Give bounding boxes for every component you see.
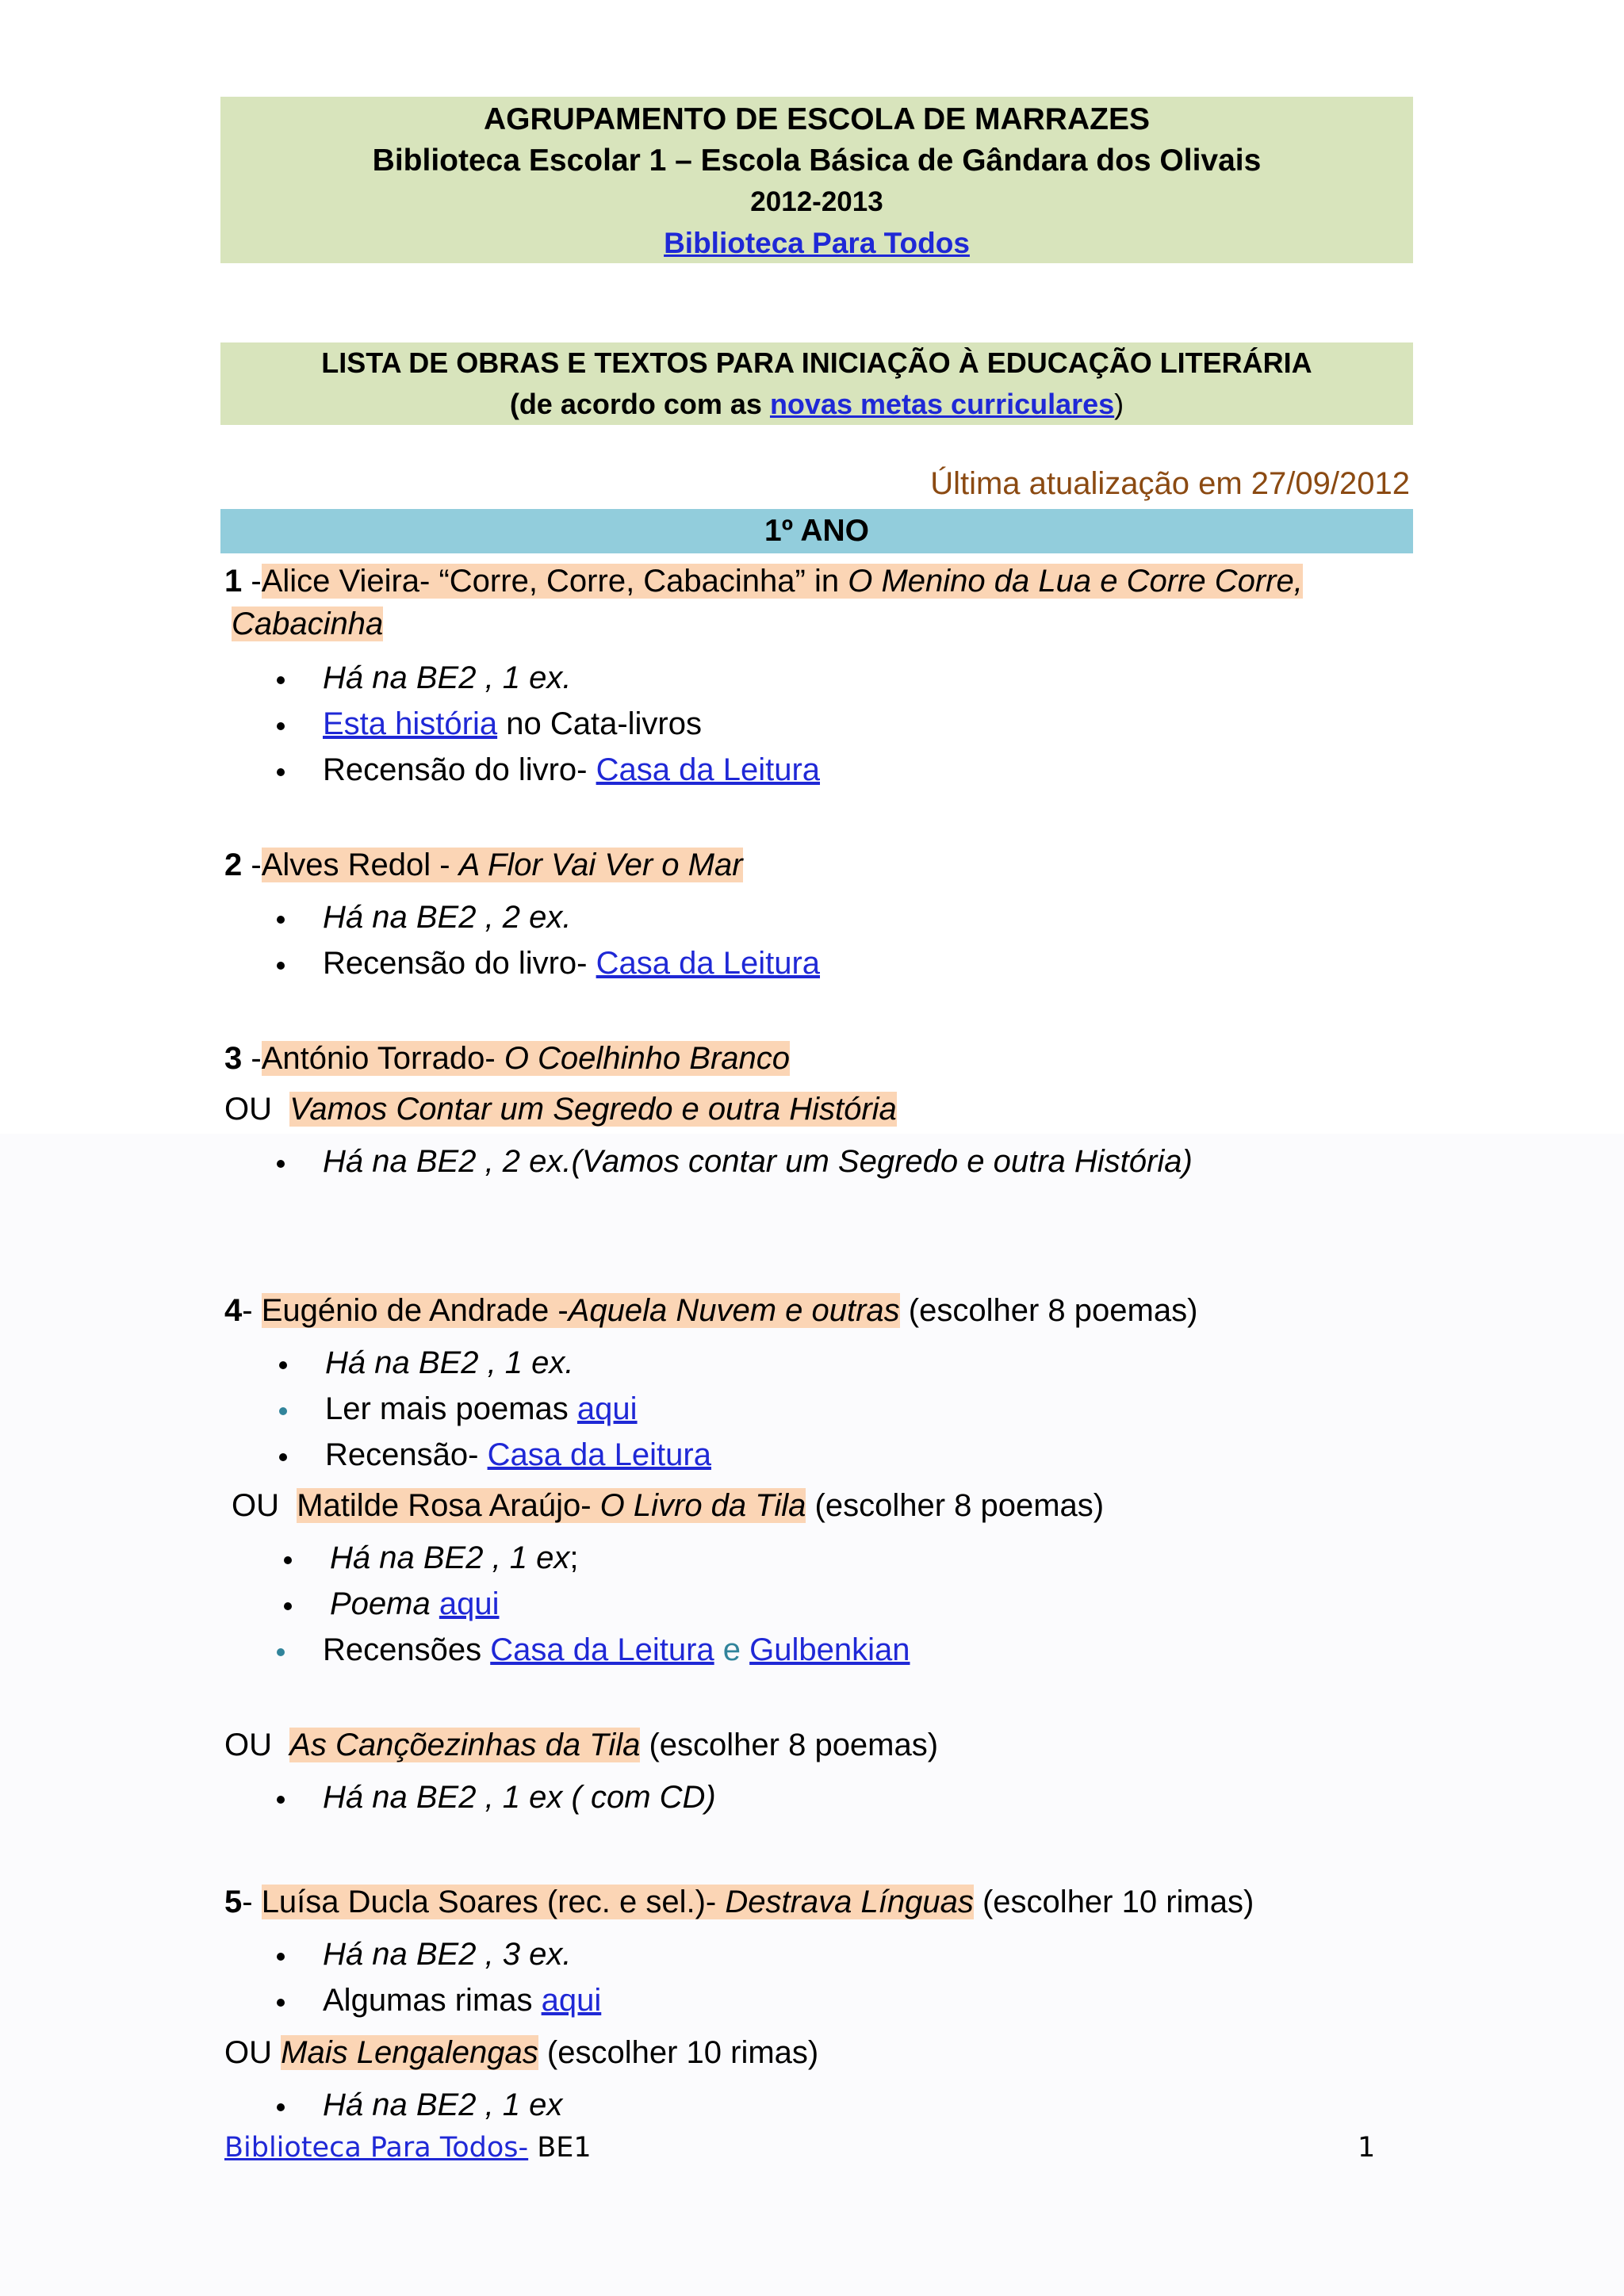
footer-link[interactable]: Biblioteca Para Todos- [224, 2132, 529, 2164]
item-2-heading [224, 844, 743, 886]
item-2-author: Alves Redol - [261, 848, 459, 882]
and-text: e [714, 1632, 750, 1667]
item-3-alt-title: Vamos Contar um Segredo e outra História [289, 1092, 897, 1127]
poem-label: Poema [330, 1586, 439, 1621]
bullet-icon [279, 1407, 287, 1415]
availability-text: Há na BE2 , 1 ex [330, 1540, 570, 1575]
item-5-rhymes [323, 1979, 601, 2022]
casa-da-leitura-link[interactable]: Casa da Leitura [596, 752, 821, 787]
bullet-icon [277, 1648, 285, 1656]
item-4-author: Eugénio de Andrade - [261, 1293, 569, 1328]
year-heading: 1º ANO [220, 509, 1413, 553]
item-number: 1 [224, 564, 243, 599]
item-3-alternative [224, 1088, 897, 1131]
item-number: 5 [224, 1885, 243, 1919]
item-5-heading [224, 1881, 1254, 1923]
page-number: 1 [1358, 2132, 1376, 2164]
item-4-alternative-2 [224, 1724, 938, 1766]
bullet-icon [277, 1160, 285, 1168]
item-separator: - [242, 848, 262, 882]
bullet-icon [277, 676, 285, 684]
item-5-author: Luísa Ducla Soares (rec. e sel.)- [261, 1885, 726, 1919]
item-separator: - [242, 1041, 262, 1076]
bullet-icon [277, 2103, 285, 2111]
aqui-link[interactable]: aqui [439, 1586, 500, 1621]
esta-historia-link[interactable]: Esta história [323, 706, 498, 741]
item-5-alt-title: Mais Lengalengas [281, 2035, 538, 2070]
item-2-review [323, 942, 820, 985]
rhymes-label: Algumas rimas [323, 1983, 542, 2018]
item-3-heading [224, 1037, 790, 1080]
aqui-link[interactable]: aqui [541, 1983, 602, 2018]
reviews-label: Recensões [323, 1632, 491, 1667]
item-number: 2 [224, 848, 243, 882]
bullet-icon [279, 1453, 287, 1461]
or-label: OU [224, 1728, 272, 1762]
more-poems-label: Ler mais poemas [325, 1391, 577, 1426]
item-5-alternative [224, 2031, 818, 2074]
item-1-author: Alice Vieira- “Corre, Corre, Cabacinha” in [261, 564, 848, 599]
item-number: 4 [224, 1293, 243, 1328]
item-4-alt2-title: As Cançõezinhas da Tila [289, 1728, 641, 1762]
item-4-alt2-note: (escolher 8 poemas) [640, 1728, 939, 1762]
item-4-more-poems [325, 1387, 638, 1430]
item-5-highlight [262, 1885, 974, 1919]
item-1-heading [224, 560, 1303, 603]
item-4-availability: Há na BE2 , 1 ex. [325, 1345, 574, 1380]
item-1-highlight [262, 564, 1303, 599]
item-1-cata-livros [323, 702, 702, 745]
item-4-highlight [262, 1293, 900, 1328]
item-2-availability: Há na BE2 , 2 ex. [323, 900, 572, 935]
review-label: Recensão- [325, 1437, 488, 1472]
item-2-highlight [262, 848, 743, 882]
item-3-title: O Coelhinho Branco [504, 1041, 791, 1076]
bullet-icon [284, 1602, 292, 1610]
gulbenkian-link[interactable]: Gulbenkian [749, 1632, 910, 1667]
casa-da-leitura-link[interactable]: Casa da Leitura [596, 946, 821, 981]
bullet-icon [277, 916, 285, 924]
item-separator: - [242, 564, 262, 599]
bullet-icon [279, 1361, 287, 1369]
subtitle-suffix: ) [1114, 388, 1124, 420]
item-4-alt-title: O Livro da Tila [599, 1488, 806, 1523]
item-4-heading [224, 1289, 1197, 1332]
aqui-link[interactable]: aqui [576, 1391, 638, 1426]
semicolon: ; [569, 1540, 579, 1575]
school-group-title: AGRUPAMENTO DE ESCOLA DE MARRAZES [484, 102, 1150, 136]
item-3-highlight [262, 1041, 790, 1076]
or-label: OU [232, 1488, 279, 1523]
item-separator: - [242, 1293, 262, 1328]
casa-da-leitura-link[interactable]: Casa da Leitura [487, 1437, 711, 1472]
item-4-alt2-availability: Há na BE2 , 1 ex ( com CD) [323, 1780, 716, 1815]
bullet-icon [277, 1796, 285, 1804]
footer [224, 2128, 592, 2168]
bullet-icon [284, 1556, 292, 1564]
biblioteca-para-todos-link[interactable]: Biblioteca Para Todos [664, 227, 970, 259]
item-4-alt-note: (escolher 8 poemas) [806, 1488, 1105, 1523]
item-3-availability: Há na BE2 , 2 ex.(Vamos contar um Segredo e outra História) [323, 1144, 1193, 1179]
item-4-alt-poem [330, 1582, 499, 1625]
footer-suffix: BE1 [528, 2132, 592, 2164]
item-4-alt-author: Matilde Rosa Araújo- [297, 1488, 600, 1523]
review-label: Recensão do livro- [323, 946, 596, 981]
item-5-title: Destrava Línguas [725, 1885, 974, 1919]
item-4-alt-availability [330, 1536, 579, 1579]
subtitle-prefix: (de acordo com as [509, 388, 770, 420]
or-label: OU [224, 1092, 272, 1127]
item-number: 3 [224, 1041, 243, 1076]
bullet-icon [277, 768, 285, 776]
document-header [220, 97, 1413, 263]
item-5-availability: Há na BE2 , 3 ex. [323, 1937, 572, 1972]
item-4-note: (escolher 8 poemas) [899, 1293, 1198, 1328]
cata-livros-text: no Cata-livros [497, 706, 702, 741]
item-5-alt-availability: Há na BE2 , 1 ex [323, 2087, 563, 2122]
item-1-review [323, 748, 820, 791]
or-label: OU [224, 2035, 272, 2070]
library-title: Biblioteca Escolar 1 – Escola Básica de Gândara dos Olivais [372, 144, 1262, 178]
bullet-icon [277, 1999, 285, 2007]
item-4-alt-reviews [323, 1628, 910, 1671]
item-3-author: António Torrado- [261, 1041, 504, 1076]
item-4-title: Aquela Nuvem e outras [568, 1293, 900, 1328]
item-4-review [325, 1433, 711, 1476]
item-1-title-end: Cabacinha [232, 607, 384, 641]
last-updated: Última atualização em 27/09/2012 [930, 466, 1410, 501]
bullet-icon [277, 722, 285, 730]
list-header [220, 342, 1413, 425]
school-year: 2012-2013 [750, 186, 883, 217]
novas-metas-link[interactable]: novas metas curriculares [769, 388, 1115, 420]
item-4-alternative [232, 1484, 1104, 1527]
bullet-icon [277, 1953, 285, 1961]
review-label: Recensão do livro- [323, 752, 596, 787]
item-5-note: (escolher 10 rimas) [973, 1885, 1254, 1919]
item-5-alt-note: (escolher 10 rimas) [538, 2035, 819, 2070]
item-2-title: A Flor Vai Ver o Mar [458, 848, 743, 882]
item-4-alt-highlight [297, 1488, 806, 1523]
casa-da-leitura-link[interactable]: Casa da Leitura [490, 1632, 714, 1667]
item-1-title-cont [232, 603, 383, 645]
list-subtitle [220, 384, 1413, 425]
item-separator: - [242, 1885, 262, 1919]
item-1-availability: Há na BE2 , 1 ex. [323, 660, 572, 695]
list-title: LISTA DE OBRAS E TEXTOS PARA INICIAÇÃO À EDUCAÇÃO LITERÁRIA [321, 346, 1312, 379]
item-1-title: O Menino da Lua e Corre Corre, [848, 564, 1303, 599]
bullet-icon [277, 962, 285, 970]
